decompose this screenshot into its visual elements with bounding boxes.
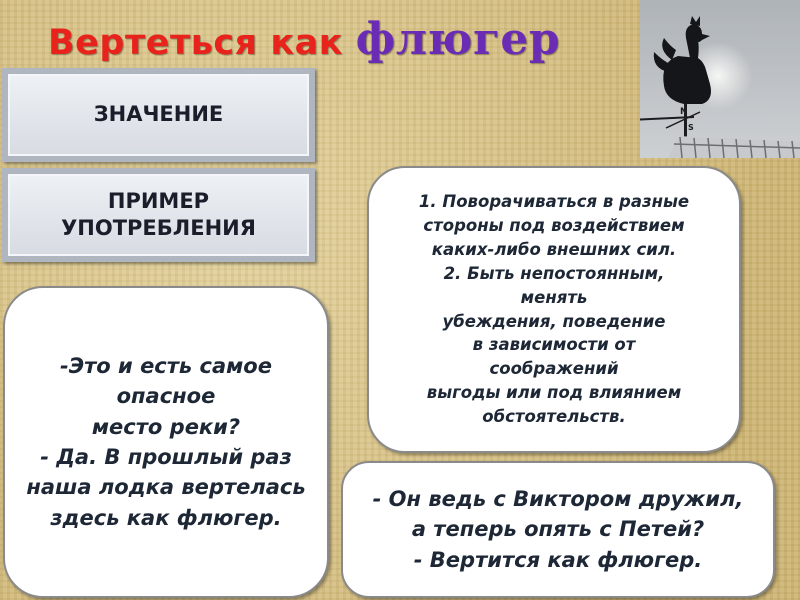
title-accent: флюгер (355, 14, 561, 65)
definition-line: выгоды или под влиянием (426, 383, 682, 403)
definition-line: в зависимости от (472, 335, 636, 355)
definition-line: менять (520, 287, 588, 307)
example-line: здесь как флюгер. (50, 505, 282, 530)
meaning-label (2, 68, 315, 162)
example-line: - Он ведь с Виктором дружил, (372, 486, 744, 511)
definition-line: 1. Поворачиваться в разные (418, 191, 690, 211)
example-line: наша лодка вертелась (26, 475, 306, 500)
definition-line: стороны под воздействием (423, 215, 685, 235)
example-line: а теперь опять с Петей? (411, 517, 705, 542)
second-example-bubble (341, 461, 775, 598)
usage-label-line: УПОТРЕБЛЕНИЯ (61, 216, 256, 240)
example-line: - Да. В прошлый раз (40, 445, 292, 469)
example-line: -Это и есть самое (60, 353, 272, 378)
usage-label-line: ПРИМЕР (107, 188, 210, 213)
usage-label (2, 168, 315, 262)
example-line: опасное (116, 384, 216, 409)
title-main: Вертеться как (48, 23, 356, 63)
meaning-label-text: ЗНАЧЕНИЕ (93, 102, 224, 127)
example-line: - Вертится как флюгер. (413, 547, 703, 572)
definition-line: соображений (489, 359, 619, 379)
vane-letter-south: S (688, 123, 694, 132)
definition-line: 2. Быть непостоянным, (443, 263, 665, 283)
example-dialogue-bubble (3, 286, 329, 598)
definition-bubble (367, 166, 741, 453)
definition-line: каких-либо внешних сил. (431, 239, 677, 259)
example-line: место реки? (91, 414, 241, 439)
definition-line: убеждения, поведение (442, 311, 666, 331)
vane-letter-north: N (680, 107, 688, 117)
weathervane-photo (640, 0, 800, 158)
slide-title (48, 14, 560, 65)
definition-line: обстоятельств. (482, 407, 626, 427)
